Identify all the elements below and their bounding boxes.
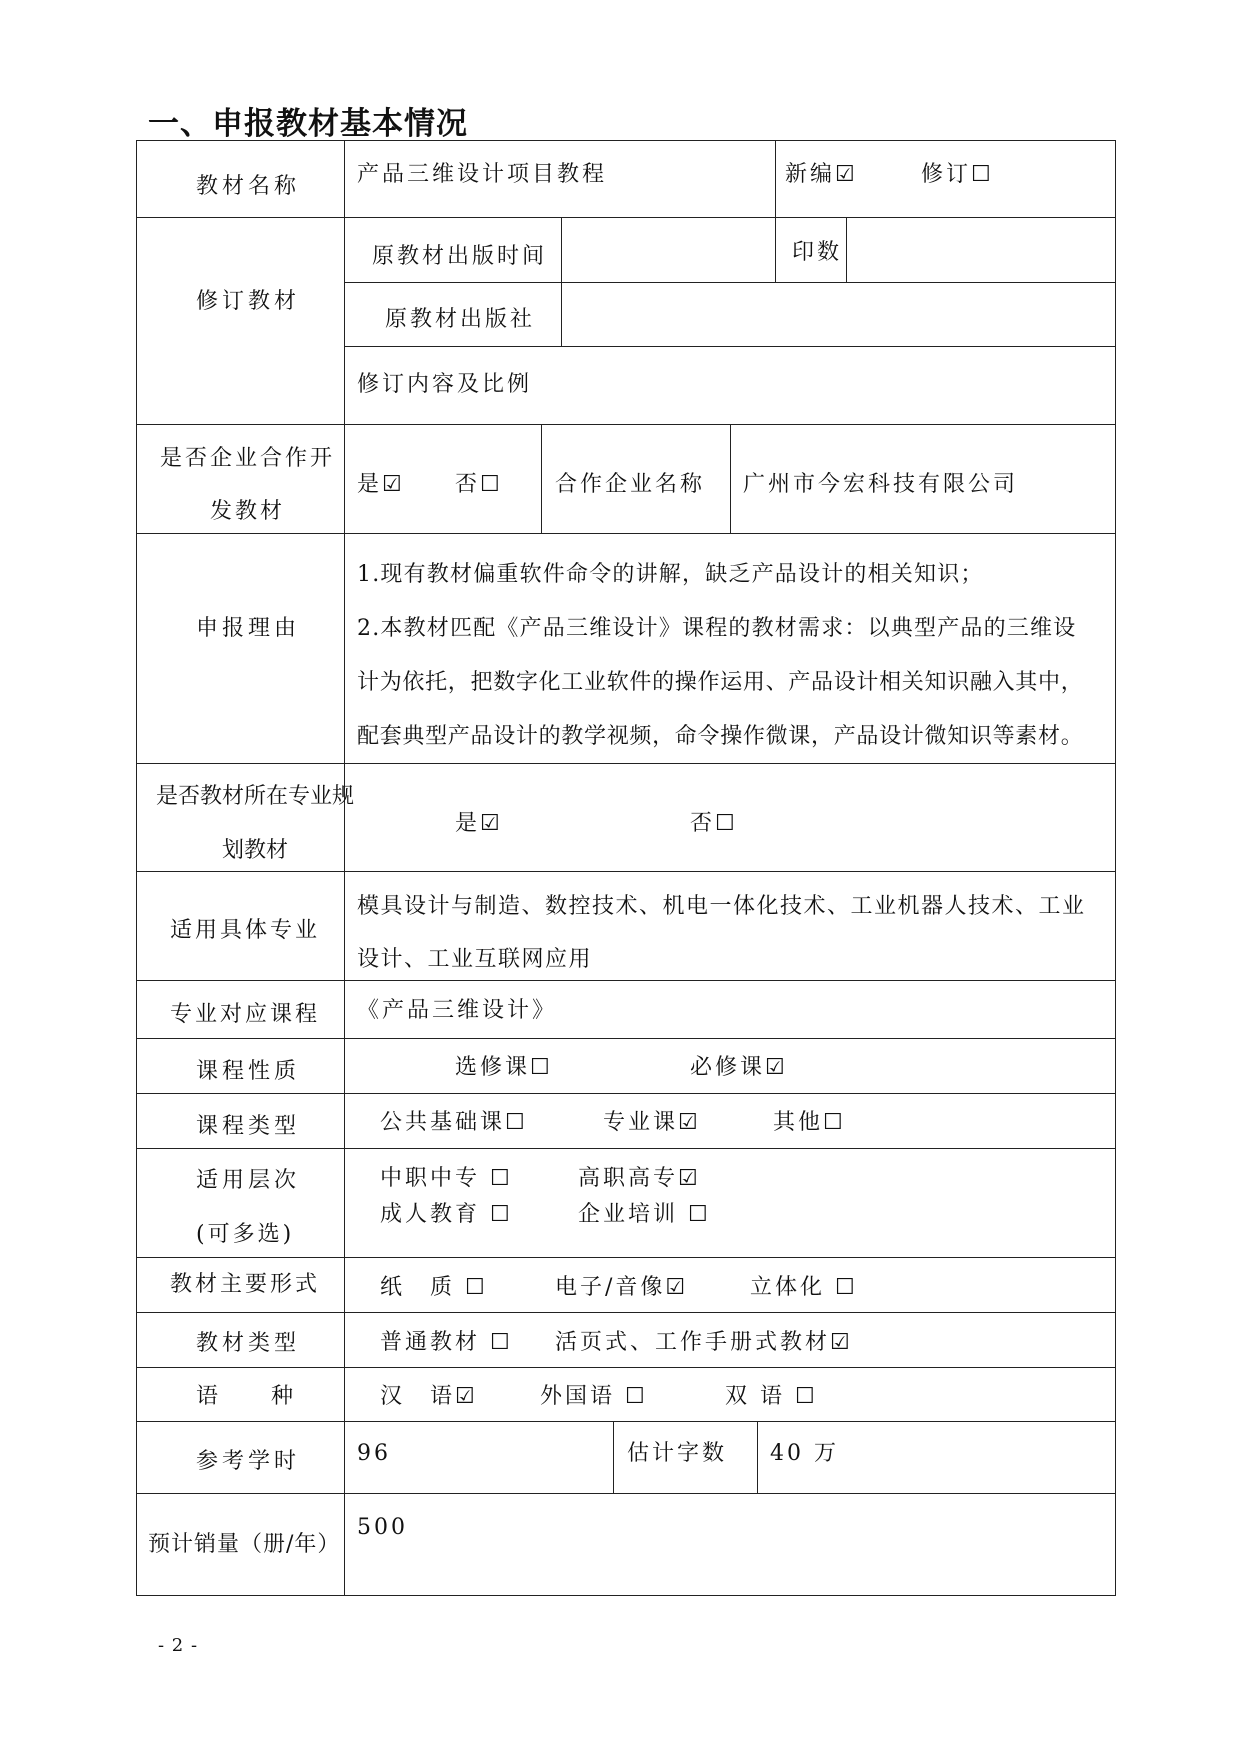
- label-language: 语 种: [196, 1384, 297, 1409]
- chinese-language-checkbox[interactable]: 汉 语☑: [380, 1384, 478, 1409]
- label-main-form: 教材主要形式: [170, 1272, 321, 1297]
- reference-hours-value: 96: [357, 1441, 391, 1466]
- label-column-divider: [344, 140, 345, 1595]
- label-coop-line1: 是否企业合作开: [160, 446, 336, 471]
- section-title: 一、申报教材基本情况: [148, 106, 468, 142]
- required-checkbox[interactable]: 必修课☑: [690, 1055, 788, 1080]
- row-divider: [136, 1367, 1116, 1368]
- row-divider: [344, 282, 1116, 283]
- paper-form-checkbox[interactable]: 纸 质 ☐: [380, 1275, 488, 1300]
- label-original-publisher: 原教材出版社: [385, 307, 536, 332]
- new-edition-checkbox[interactable]: 新编☑: [785, 162, 858, 187]
- foreign-language-checkbox[interactable]: 外国语 ☐: [540, 1384, 648, 1409]
- plan-no-checkbox[interactable]: 否☐: [690, 811, 738, 836]
- col-divider: [775, 140, 776, 217]
- label-plan-line2: 划教材: [222, 838, 289, 863]
- higher-vocational-checkbox[interactable]: 高职高专☑: [578, 1166, 701, 1191]
- majors-line-1: 模具设计与制造、数控技术、机电一体化技术、工业机器人技术、工业: [357, 894, 1086, 919]
- label-print-count: 印数: [792, 240, 843, 265]
- electronic-form-checkbox[interactable]: 电子/音像☑: [555, 1275, 689, 1300]
- enterprise-training-checkbox[interactable]: 企业培训 ☐: [578, 1202, 711, 1227]
- row-divider: [136, 1148, 1116, 1149]
- label-reference-hours: 参考学时: [196, 1449, 301, 1474]
- row-divider: [136, 217, 1116, 218]
- label-course-type: 课程类型: [196, 1114, 301, 1139]
- label-level-line2: (可多选): [196, 1222, 295, 1247]
- row-divider: [136, 1493, 1116, 1494]
- stereo-form-checkbox[interactable]: 立体化 ☐: [750, 1275, 858, 1300]
- reason-line-4: 配套典型产品设计的教学视频，命令操作微课，产品设计微知识等素材。: [357, 724, 1084, 749]
- loose-leaf-book-checkbox[interactable]: 活页式、工作手册式教材☑: [555, 1330, 853, 1355]
- col-divider: [757, 1421, 758, 1493]
- label-course: 专业对应课程: [170, 1002, 321, 1027]
- label-coop-company: 合作企业名称: [555, 472, 706, 497]
- textbook-name-value: 产品三维设计项目教程: [357, 162, 608, 187]
- col-divider: [613, 1421, 614, 1493]
- row-divider: [136, 424, 1116, 425]
- public-course-checkbox[interactable]: 公共基础课☐: [380, 1110, 528, 1135]
- label-textbook-name: 教材名称: [196, 174, 301, 199]
- label-level-line1: 适用层次: [196, 1168, 301, 1193]
- expected-sales-value: 500: [357, 1515, 408, 1540]
- coop-no-checkbox[interactable]: 否☐: [455, 472, 503, 497]
- col-divider: [775, 217, 776, 282]
- label-revision: 修订教材: [196, 289, 301, 314]
- coop-yes-checkbox[interactable]: 是☑: [357, 472, 405, 497]
- row-divider: [136, 1257, 1116, 1258]
- elective-checkbox[interactable]: 选修课☐: [455, 1055, 553, 1080]
- row-divider: [136, 1038, 1116, 1039]
- label-original-publish-time: 原教材出版时间: [372, 244, 548, 269]
- col-divider: [730, 424, 731, 533]
- revised-edition-checkbox[interactable]: 修订☐: [921, 162, 994, 187]
- secondary-vocational-checkbox[interactable]: 中职中专 ☐: [380, 1166, 513, 1191]
- label-course-nature: 课程性质: [196, 1059, 301, 1084]
- label-majors: 适用具体专业: [170, 918, 321, 943]
- estimated-words-value: 40 万: [770, 1441, 839, 1466]
- row-divider: [136, 1093, 1116, 1094]
- label-revision-content: 修订内容及比例: [357, 372, 533, 397]
- row-divider: [136, 533, 1116, 534]
- label-book-type: 教材类型: [196, 1331, 301, 1356]
- major-course-checkbox[interactable]: 专业课☑: [603, 1110, 701, 1135]
- row-divider: [344, 346, 1116, 347]
- majors-line-2: 设计、工业互联网应用: [357, 947, 593, 972]
- row-divider: [136, 980, 1116, 981]
- label-coop-line2: 发教材: [210, 499, 286, 524]
- col-divider: [541, 424, 542, 533]
- table-border-top: [136, 140, 1116, 141]
- table-border-bottom: [136, 1595, 1116, 1596]
- coop-company-value: 广州市今宏科技有限公司: [743, 472, 1019, 497]
- other-course-checkbox[interactable]: 其他☐: [773, 1110, 846, 1135]
- page-number: - 2 -: [158, 1635, 199, 1656]
- table-border-right: [1115, 140, 1116, 1595]
- label-estimated-words: 估计字数: [627, 1441, 728, 1466]
- row-divider: [136, 871, 1116, 872]
- label-plan-line1: 是否教材所在专业规: [156, 784, 355, 809]
- row-divider: [136, 1312, 1116, 1313]
- row-divider: [136, 1421, 1116, 1422]
- bilingual-checkbox[interactable]: 双 语 ☐: [725, 1384, 818, 1409]
- reason-line-1: 1.现有教材偏重软件命令的讲解，缺乏产品设计的相关知识；: [357, 562, 984, 587]
- row-divider: [136, 763, 1116, 764]
- reason-line-3: 计为依托，把数字化工业软件的操作运用、产品设计相关知识融入其中，: [357, 670, 1084, 695]
- adult-education-checkbox[interactable]: 成人教育 ☐: [380, 1202, 513, 1227]
- course-value: 《产品三维设计》: [357, 998, 558, 1023]
- col-divider: [561, 217, 562, 346]
- col-divider: [846, 217, 847, 282]
- label-expected-sales: 预计销量（册/年）: [148, 1532, 341, 1557]
- table-border-left: [136, 140, 137, 1595]
- normal-book-checkbox[interactable]: 普通教材 ☐: [380, 1330, 513, 1355]
- plan-yes-checkbox[interactable]: 是☑: [455, 811, 503, 836]
- label-reason: 申报理由: [196, 616, 301, 641]
- reason-line-2: 2.本教材匹配《产品三维设计》课程的教材需求：以典型产品的三维设: [357, 616, 1077, 641]
